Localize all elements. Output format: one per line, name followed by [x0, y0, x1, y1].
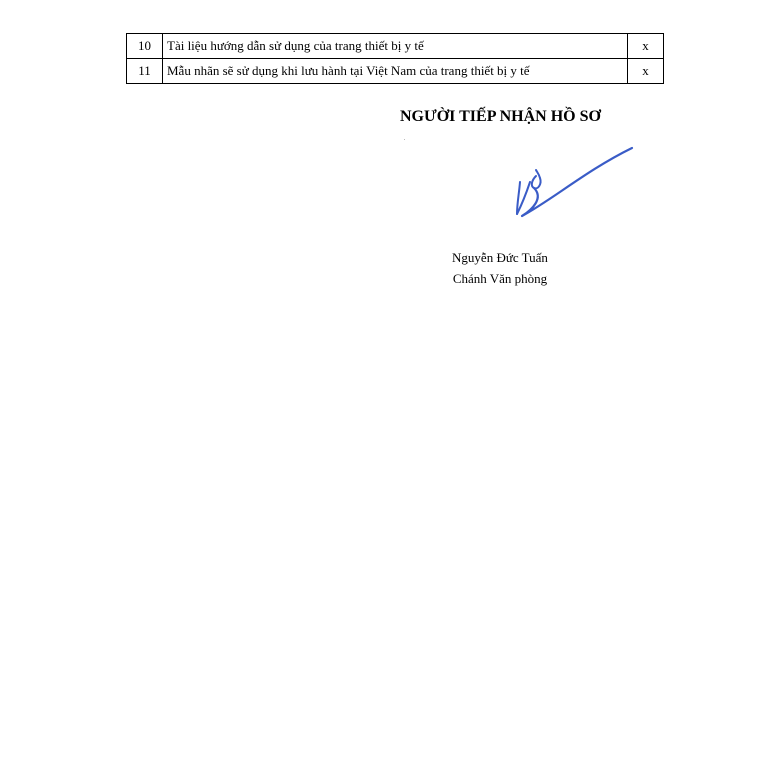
handwritten-signature [492, 142, 638, 222]
row-description: Mẫu nhãn sẽ sử dụng khi lưu hành tại Việt Nam của trang thiết bị y tế [163, 59, 628, 84]
table-row [127, 59, 664, 84]
row-number: 10 [127, 34, 163, 59]
signer-role: Chánh Văn phòng [452, 271, 548, 286]
signer-name: Nguyễn Đức Tuấn [452, 250, 548, 265]
table-row [127, 34, 664, 59]
receiver-title: NGƯỜI TIẾP NHẬN HỒ SƠ [400, 108, 601, 125]
row-check-mark: x [628, 59, 664, 84]
row-check-mark: x [628, 34, 664, 59]
document-checklist-table [126, 33, 664, 84]
row-description: Tài liệu hướng dẫn sử dụng của trang thiết bị y tế [163, 34, 628, 59]
scan-dot [404, 139, 405, 140]
row-number: 11 [127, 59, 163, 84]
